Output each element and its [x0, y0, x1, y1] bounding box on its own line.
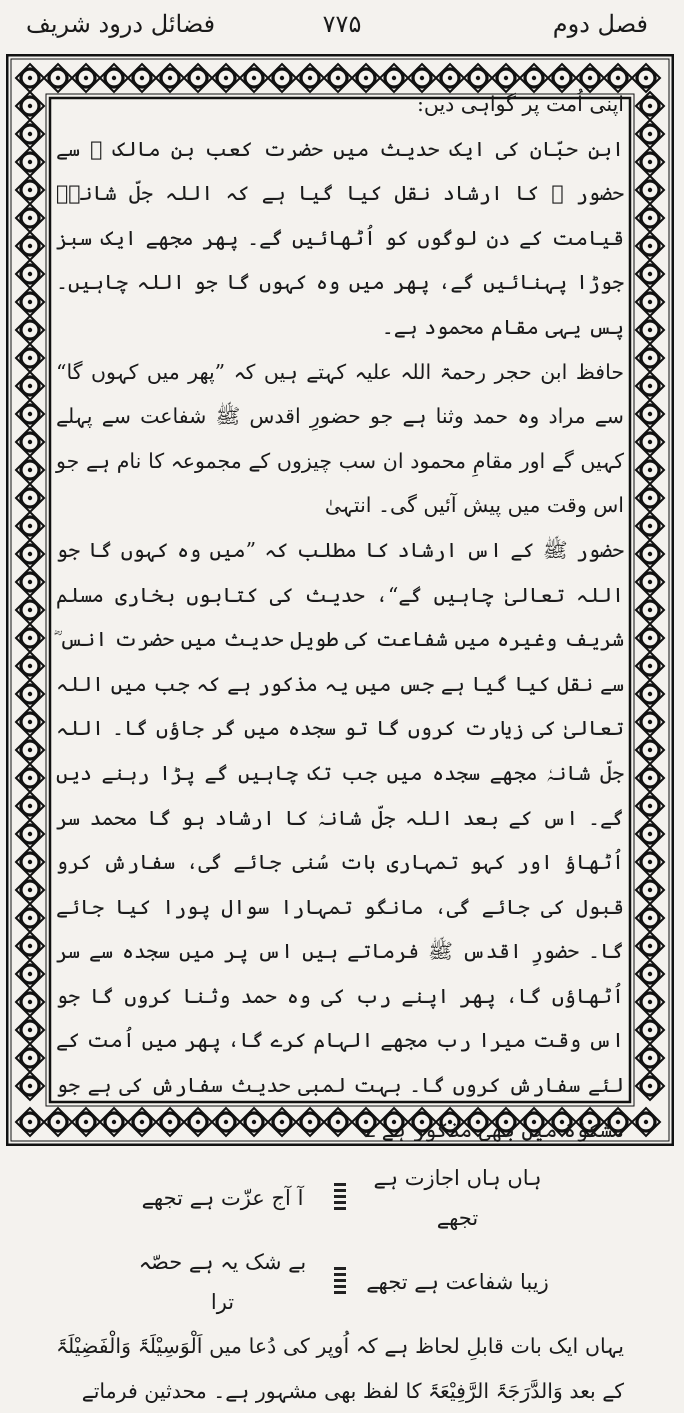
book-title: فضائل درود شریف [26, 10, 216, 38]
closing-paragraph: یہاں ایک بات قابلِ لحاظ ہے کہ اُوپر کی دُعا میں اَلْوَسِیْلَۃَ وَالْفَضِیْلَۃَ کے بعد وَالدَّرَجَۃَ الرَّفِیْعَۃَ کا لفظ بھی مشہور ہے۔ محدثین فرماتے [56, 1334, 624, 1403]
paragraph-3: حضور ﷺ کے اس ارشاد کا مطلب کہ ”میں وہ کہوں گا جو اللہ تعالیٰ چاہیں گے“، حدیث کی کتابوں بخاری مسلم شریف وغیرہ میں شفاعت کی طویل حدیث میں حضرت انس ؓ سے نقل کیا گیا ہے جس میں یہ مذکور ہے کہ جب میں اللہ تعالیٰ کی زیارت کروں گا تو سجدہ میں گر جاؤں گا۔ اللہ جلّ شانہٗ مجھے سجدہ میں جب تک چاہیں گے پڑا رہنے دیں گے۔ اس کے بعد اللہ جلّ شانہٗ کا ارشاد ہو گا محمد سر اُٹھاؤ اور کہو تمہاری بات سُنی جائے گی، سفارش کرو قبول کی جائے گی، مانگو تمہارا سوال پورا کیا جائے گا۔ حضورِ اقدس ﷺ فرماتے ہیں اس پر میں سجدہ سے سر اُٹھاؤں گا، پھر اپنے رب کی وہ حمد وثنا کروں گا جو اس وقت میرا رب مجھے الہام کرے گا، پھر میں اُمت کے لئے سفارش کروں گا۔ بہت لمبی حدیث سفارش کی ہے جو مشکوٰۃ میں بھی مذکور ہے ؎ [56, 537, 624, 1142]
poem-couplets [56, 1158, 624, 1322]
section-title: فصل دوم [552, 10, 648, 38]
page-body [56, 82, 624, 1403]
poem-hemistich-right: زیبا شفاعت ہے تجھے [366, 1270, 549, 1295]
page-header [0, 0, 684, 52]
paragraph-2: حافظ ابن حجر رحمۃ اللہ علیہ کہتے ہیں کہ ”پھر میں کہوں گا“ سے مراد وہ حمد وثنا ہے جو حضورِ اقدس ﷺ شفاعت سے پہلے کہیں گے اور مقامِ محمود ان سب چیزوں کے مجموعہ کا نام ہے جو اس وقت میں پیش آئیں گی۔ انتہیٰ [56, 359, 624, 518]
poem-hemistich-left: بے شک یہ ہے حصّہ ترا [138, 1250, 307, 1315]
poem-line [56, 1158, 624, 1238]
poem-line [56, 1242, 624, 1322]
page-number: ۷۷۵ [322, 10, 362, 38]
poem-divider [334, 1183, 346, 1213]
poem-hemistich-right: ہاں ہاں اجازت ہے تجھے [373, 1166, 542, 1231]
intro-line: اپنی اُمت پر گواہی دیں: [416, 92, 624, 116]
poem-hemistich-left: آ آج عزّت ہے تجھے [141, 1186, 304, 1211]
poem-divider [334, 1267, 346, 1297]
paragraph-1: ابنِ حبّان کی ایک حدیث میں حضرت کعب بن مالک ؓ سے حضور ﷺ کا ارشاد نقل کیا گیا ہے کہ اللہ جلّ شانہٗ قیامت کے دن لوگوں کو اُٹھائیں گے۔ پھر مجھے ایک سبز جوڑا پہنائیں گے، پھر میں وہ کہوں گا جو اللہ چاہیں۔ پس یہی مقام محمود ہے۔ [56, 136, 624, 339]
